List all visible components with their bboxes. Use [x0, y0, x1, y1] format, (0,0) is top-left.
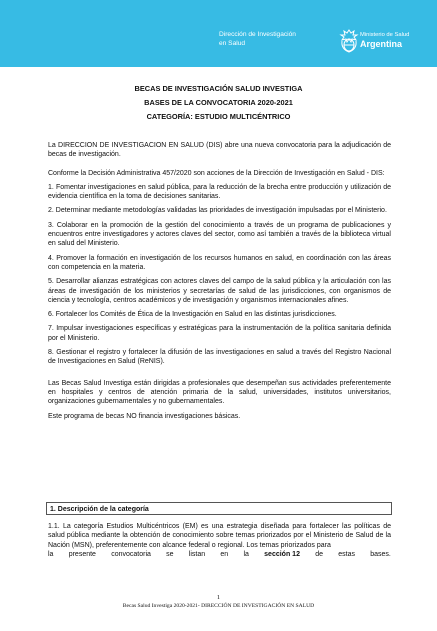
objective-item: 6. Fortalecer los Comités de Ética de la Investigación en Salud en las distintas jurisdicciones. — [48, 311, 337, 319]
becas-paragraph: Las Becas Salud Investiga están dirigidas a profesionales que desempeñan sus actividades preferentemente en hospitales y centros de atención primaria de la salud, universidades, institutos universitarios, organizaciones gubernamentales y no gubernamentales. — [48, 379, 391, 406]
country-name: Argentina — [360, 39, 403, 49]
ministry-logo — [338, 26, 434, 56]
page-number: 1 — [216, 594, 221, 601]
word: de — [315, 551, 324, 558]
title-line-1: BECAS DE INVESTIGACIÓN SALUD INVESTIGA — [134, 84, 303, 93]
document-body — [48, 141, 391, 421]
conforme-paragraph: Conforme la Decisión Administrativa 457/2020 son acciones de la Dirección de Investigación en Salud - DIS: — [48, 169, 385, 177]
word: se — [166, 551, 174, 558]
word: la — [48, 551, 54, 558]
word: presente — [68, 551, 96, 558]
objective-item: 4. Promover la formación en investigación de los recursos humanos en salud, en coordinación con las áreas con competencia en la materia. — [48, 254, 391, 271]
page-footer: Becas Salud Investiga 2020-2021- DIRECCIÓN DE INVESTIGACIÓN EN SALUD — [122, 603, 315, 609]
document-titles — [0, 84, 437, 126]
objective-item: 8. Gestionar el registro y fortalecer la difusión de las investigaciones en salud a través del Registro Nacional de Investigaciones en Salud (ReNIS). — [48, 349, 391, 366]
word: bases. — [370, 551, 391, 558]
objective-item: 2. Determinar mediante metodologías validadas las prioridades de investigación impulsadas por el Ministerio. — [48, 207, 387, 215]
objective-item: 5. Desarrollar alianzas estratégicas con actores claves del campo de la salud pública y la articulación con las áreas de investigación de los ministerios y secretarías de salud de las jurisdicciones, con organismos de ciencia y tecnología, centros académicos y de investigación y organismos internacionales afines. — [48, 278, 391, 304]
title-line-2: BASES DE LA CONVOCATORIA 2020-2021 — [144, 98, 293, 107]
word: la — [243, 551, 249, 558]
title-line-3: CATEGORÍA: ESTUDIO MULTICÉNTRICO — [146, 112, 291, 121]
argentina-coat-of-arms-icon — [338, 27, 360, 53]
funding-note: Este programa de becas NO financia investigaciones básicas. — [48, 412, 241, 420]
direccion-label — [219, 30, 329, 48]
section-reference: sección 12 — [264, 551, 300, 558]
section-heading: 1. Descripción de la categoría — [50, 506, 149, 513]
ministry-name: Ministerio de Salud — [360, 32, 410, 38]
objective-item: 3. Colaborar en la promoción de la gestión del conocimiento a través de un programa de publicaciones y encuentros entre investigadores y actores claves del sector, como así también a través de la biblioteca virtual en salud del Ministerio. — [48, 221, 391, 248]
section-paragraph-last-line — [48, 550, 391, 559]
word: en — [220, 551, 229, 558]
page-header — [0, 0, 437, 67]
direccion-line2: en Salud — [219, 40, 246, 47]
objective-item: 1. Fomentar investigaciones en salud pública, para la reducción de la brecha entre producción y utilización de evidencia científica en la toma de decisiones sanitarias. — [48, 183, 391, 201]
intro-paragraph: La DIRECCION DE INVESTIGACION EN SALUD (DIS) abre una nueva convocatoria para la adjudicación de becas de investigación. — [48, 142, 391, 159]
objective-item: 7. Impulsar investigaciones específicas y estratégicas para la instrumentación de la política sanitaria definida por el Ministerio. — [48, 325, 391, 342]
word: estas — [338, 551, 355, 558]
direccion-line1: Dirección de Investigación — [219, 31, 296, 38]
section-paragraph: 1.1. La categoría Estudios Multicéntricos (EM) es una estrategia diseñada para fortalecer las políticas de salud pública mediante la obtención de conocimiento sobre temas priorizados por el Ministerio de Salud de la Nación (MSN), preferentemente con alcance federal o regional. Los temas priorizados para — [48, 523, 391, 549]
word: listan — [188, 551, 206, 558]
word: convocatoria — [111, 551, 151, 558]
section-heading-box — [46, 502, 392, 515]
